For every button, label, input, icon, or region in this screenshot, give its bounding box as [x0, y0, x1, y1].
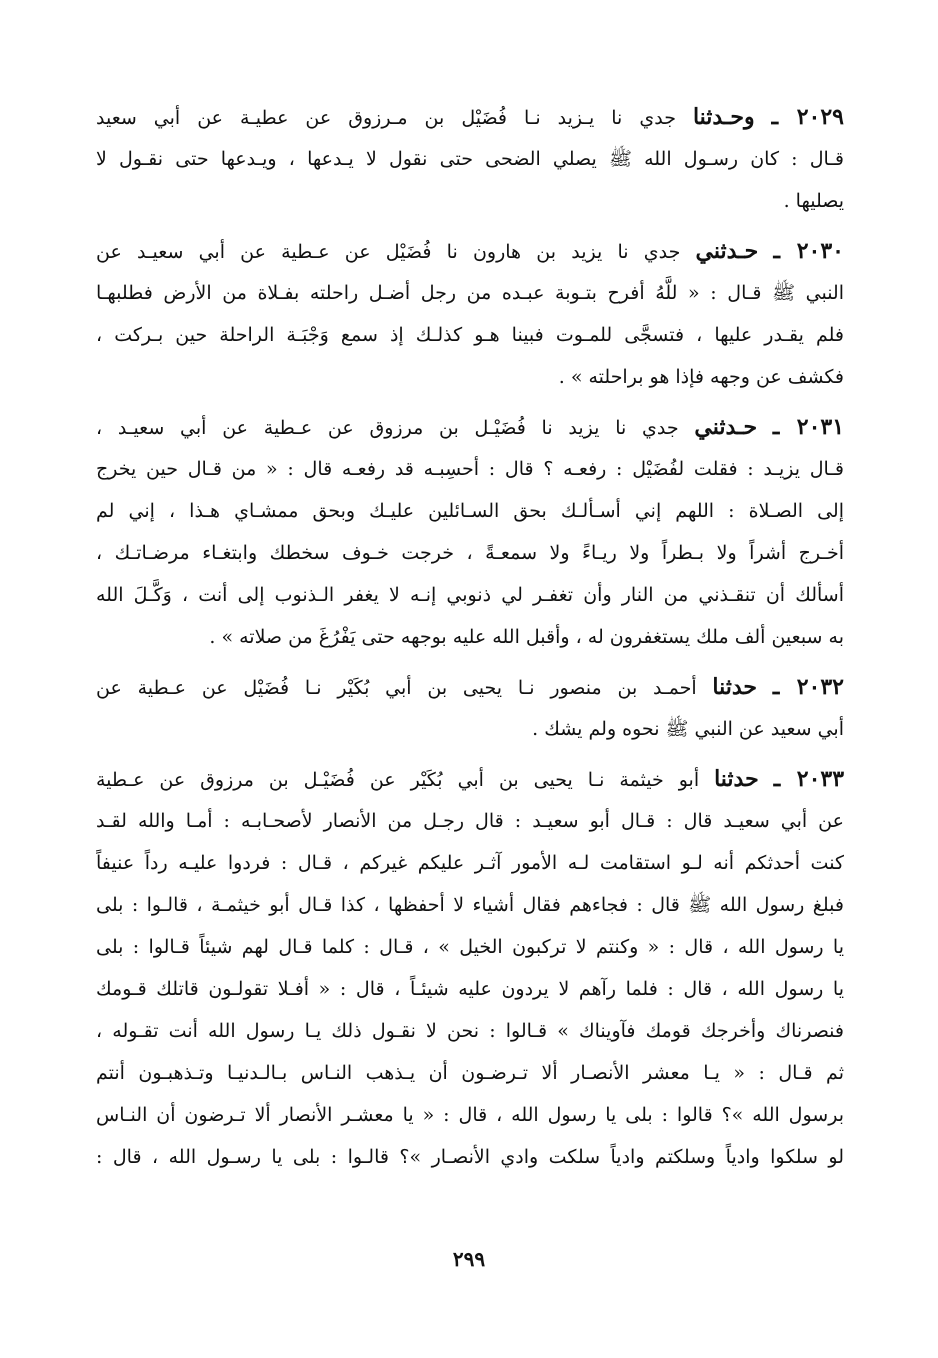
line-text: جدي نا يزيد بن هارون نا فُضَيْل عن عـطية عن أبي سعيـد عن [96, 241, 681, 263]
hadith-keyword: حـدثني [694, 414, 758, 440]
text-line: النبي ﷺ قـال : « للَّهُ أفرح بتـوبة عبـده من رجل أضـل راحلته بفـلاة من الأرض فطلبهـا [96, 282, 844, 304]
hadith-entry-2033 [96, 758, 844, 1178]
line-text: جدي نا يـزيد نـا فُضَيْل بن مـرزوق عن عطيـة عن أبي سعيد [96, 107, 676, 129]
text-line: به سبعين ألف ملك يستغفرون له ، وأقبل الله عليه بوجهه حتى يَفْرُغَ من صلاته » . [209, 626, 844, 648]
hadith-keyword: حدثنا [714, 766, 759, 792]
page-number: ٢٩٩ [452, 1247, 486, 1271]
text-line: قـال يزيـد : فقلت لفُضَيْل : رفعـه ؟ قال : أحسِبـه قد رفعـه قال : « من قـال حين يخرج [96, 458, 844, 480]
text-line: يا رسول الله ، قال : « وكنتم لا تركبون الخيل » ، قـال : كلما قـال لهم شيئاً قـالوا : بلى [96, 936, 844, 958]
text-line [96, 758, 844, 800]
text-line: فنصرناك وأخرجك قومك فآويناك » قـالوا : نحن لا نقـول ذلك يـا رسول الله أنت تقـوله ، [96, 1020, 844, 1042]
hadith-entry-2030 [96, 230, 844, 398]
line-text: جدي نا يزيد نا فُضَيْـل بن مرزوق عن عـطية عن أبي سعيـد ، [96, 417, 679, 439]
text-line: فبلغ رسول الله ﷺ قال : فجاءهم فقال أشياء لا أحفظها ، كذا قـال أبو خيثمـة ، قالـوا : بلى [96, 894, 844, 916]
hadith-number: ٢٠٣١ ـ [772, 414, 844, 440]
text-line [96, 230, 844, 272]
hadith-entry-2032 [96, 666, 844, 750]
text-line [96, 96, 844, 138]
text-line: ثم قـال : « يـا معشر الأنصـار ألا تـرضـون أن يـذهب النـاس بـالـدنيـا وتـذهبـون أنتم [96, 1062, 844, 1084]
line-text: أبو خيثمة نـا يحيى بن أبي بُكَيْر عن فُضَيْـل بن مرزوق عن عـطية [96, 769, 700, 791]
hadith-entry-2031 [96, 406, 844, 658]
text-line: فلم يقـدر عليها ، فتسجَّى للمـوت فبينا هـو كذلـك إذ سمع وَجْبَـة الراحلة حين بـركت ، [96, 324, 844, 346]
hadith-keyword: حدثنا [712, 674, 758, 700]
text-line: فكشف عن وجهه فإذا هو براحلته » . [558, 366, 844, 388]
text-line [96, 406, 844, 448]
text-line: برسول الله »؟ قالوا : بلى يا رسول الله ، قال : « يا معشـر الأنصار ألا تـرضون أن النـاس [96, 1104, 844, 1126]
text-line: إلى الصـلاة : اللهم إني أسـألـك بحق السـائلين عليـك وبحق ممشـاي هـذا ، إني لم [96, 500, 844, 522]
text-line: كنت أحدثكم أنه لـو استقامت لـه الأمور آثـر عليكم غيركم ، قـال : فردوا عليـه رداً عنيفاً [96, 852, 844, 874]
text-line: أبي سعيد عن النبي ﷺ نحوه ولم يشك . [532, 718, 844, 740]
text-line: أسألك أن تنقـذني من النار وأن تغفـر لي ذنوبي إنـه لا يغفر الـذنوب إلى أنت ، وَكَّـلَ الله [96, 584, 844, 606]
text-line: يا رسول الله ، قال : فلما رآهم لا يردون عليه شيئـاً ، قال : « أفـلا تقولـون قاتلك قـومك [96, 978, 844, 1000]
text-line: عن أبي سعيـد قال : قـال أبو سعيـد : قال رجـل من الأنصار لأصحـابـه : أمـا والله لقـد [96, 810, 844, 832]
hadith-entry-2029 [96, 96, 844, 222]
hadith-number: ٢٠٣٠ ـ [773, 238, 844, 264]
text-line: قـال : كان رسـول الله ﷺ يصلي الضحى حتى نقول لا يـدعها ، ويـدعها حتى نقـول لا [96, 148, 844, 170]
hadith-number: ٢٠٣٢ ـ [772, 674, 844, 700]
hadith-number: ٢٠٢٩ ـ [771, 104, 844, 130]
page-body [96, 96, 844, 1186]
text-line [96, 666, 844, 708]
line-text: أحمـد بن منصور نـا يحيى بن أبي بُكَيْر نـا فُضَيْل عن عـطية عن [96, 677, 697, 699]
text-line: أخـرج أشراً ولا بـطراً ولا ريـاءً ولا سمعـةً ، خرجت خـوف سخطك وابتغـاء مرضـاتـك ، [96, 542, 844, 564]
hadith-number: ٢٠٣٣ ـ [773, 766, 844, 792]
hadith-keyword: حـدثني [695, 238, 759, 264]
text-line: لو سلكوا وادياً وسلكتم وادياً سلكت وادي الأنصـار »؟ قالـوا : بلى يا رسـول الله ، قال : [96, 1146, 844, 1168]
hadith-keyword: وحـدثنا [692, 104, 755, 130]
text-line: يصليها . [783, 190, 844, 212]
